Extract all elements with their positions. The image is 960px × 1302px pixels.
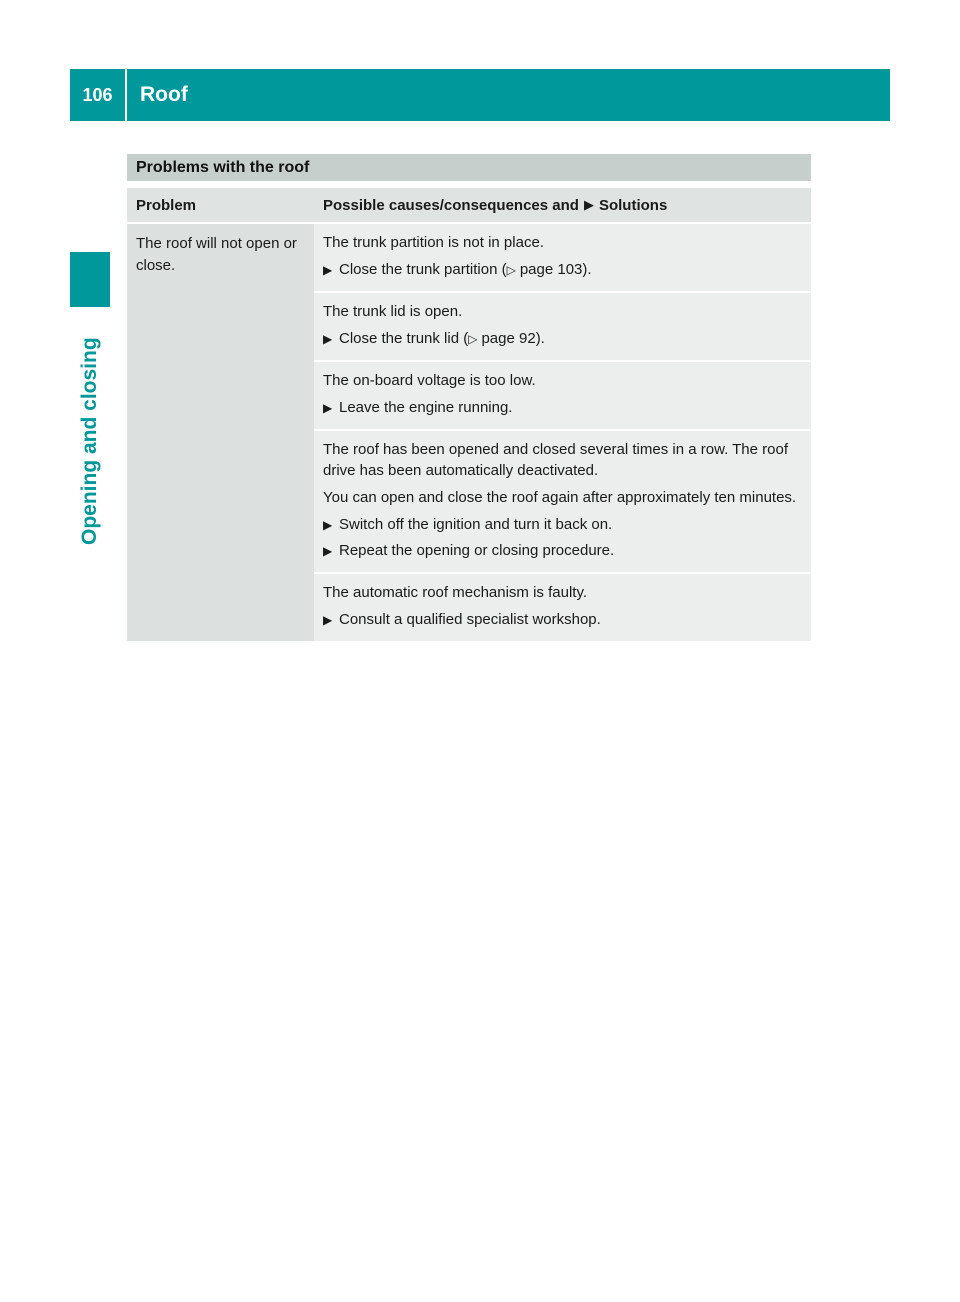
table-title: Problems with the roof: [127, 154, 811, 181]
solution-step: [323, 609, 803, 631]
step-arrow-icon: ▶: [323, 401, 333, 415]
page-ref-icon: ▷: [506, 263, 516, 277]
step-arrow-icon: ▶: [323, 518, 333, 532]
section-title: Roof: [140, 83, 188, 106]
page-ref-icon: ▷: [468, 332, 478, 346]
table-row: [314, 224, 811, 293]
solution-step: [323, 328, 803, 350]
cause-text: The trunk partition is not in place.: [323, 234, 544, 251]
step-text: Consult a qualified specialist workshop.: [339, 611, 601, 628]
step-text: Close the trunk lid (: [339, 330, 469, 347]
solution-rows: [314, 224, 811, 641]
problem-cell: The roof will not open or close.: [127, 224, 314, 641]
cause-text: The roof has been opened and closed several times in a row. The roof drive has been automatically deactivated.: [323, 441, 789, 479]
troubleshooting-table: [127, 154, 811, 641]
solution-step: [323, 514, 803, 536]
page-reference-link[interactable]: page 92).: [481, 330, 545, 347]
solution-step: [323, 397, 803, 419]
page-reference-link[interactable]: page 103).: [519, 261, 592, 278]
cause-text: The trunk lid is open.: [323, 303, 463, 320]
step-text: Switch off the ignition and turn it back on.: [339, 516, 613, 533]
step-text: Leave the engine running.: [339, 399, 513, 416]
step-arrow-icon: ▶: [323, 263, 333, 277]
chapter-label: Opening and closing: [78, 337, 101, 545]
column-header-solutions: [314, 188, 811, 222]
column-header-solutions-text: Possible causes/consequences and: [323, 196, 579, 214]
cause-text: The on-board voltage is too low.: [323, 372, 536, 389]
column-header-solutions-suffix: Solutions: [598, 196, 668, 214]
play-arrow-icon: ▶: [583, 197, 594, 212]
solution-step: [323, 540, 803, 562]
solution-step: [323, 259, 803, 281]
table-row: [314, 431, 811, 574]
table-body: [127, 224, 811, 641]
table-row: [314, 362, 811, 431]
step-arrow-icon: ▶: [323, 544, 333, 558]
header-bar: [70, 69, 890, 121]
cause-text: You can open and close the roof again after approximately ten minutes.: [323, 489, 797, 506]
cause-text: The automatic roof mechanism is faulty.: [323, 584, 587, 601]
table-row: [314, 574, 811, 641]
step-arrow-icon: ▶: [323, 613, 333, 627]
column-header-problem: Problem: [136, 196, 197, 214]
table-header-row: [127, 188, 811, 222]
page-number: 106: [70, 69, 127, 121]
step-text: Close the trunk partition (: [339, 261, 507, 278]
step-arrow-icon: ▶: [323, 332, 333, 346]
chapter-marker: [70, 252, 110, 307]
table-row: [314, 293, 811, 362]
step-text: Repeat the opening or closing procedure.: [339, 542, 615, 559]
